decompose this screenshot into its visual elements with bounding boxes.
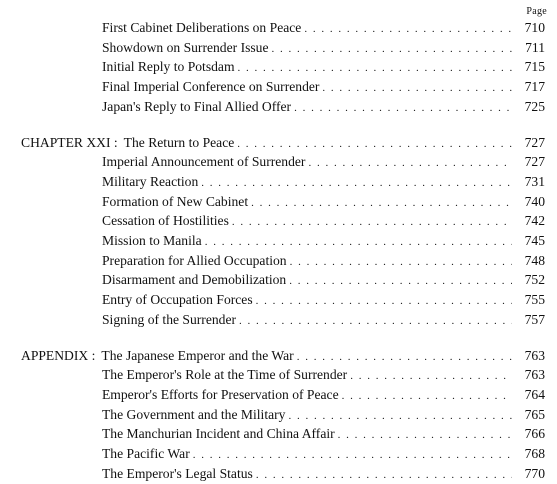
chapter-label: APPENDIX : xyxy=(21,347,96,363)
dot-leader xyxy=(251,194,512,212)
page-number: 770 xyxy=(524,465,545,481)
page-number: 710 xyxy=(524,20,545,35)
toc-entry xyxy=(0,98,557,116)
toc-entry xyxy=(0,173,557,191)
chapter-title: The Return to Peace xyxy=(123,134,235,150)
dot-leader xyxy=(294,99,512,117)
toc-entry xyxy=(0,78,557,96)
dot-leader xyxy=(193,446,512,464)
entry-title: Japan's Reply to Final Allied Offer xyxy=(102,98,292,114)
toc-entry xyxy=(0,58,557,76)
toc-entry xyxy=(0,19,557,37)
dot-leader xyxy=(338,426,512,444)
entry-title: Disarmament and Demobilization xyxy=(102,272,287,288)
dot-leader xyxy=(297,348,512,366)
dot-leader xyxy=(350,367,512,385)
page-number: 727 xyxy=(524,154,545,170)
dot-leader xyxy=(322,79,512,97)
dot-leader xyxy=(290,253,512,271)
dot-leader xyxy=(232,213,512,231)
toc-entry xyxy=(0,366,557,384)
dot-leader xyxy=(201,174,512,192)
toc-entry xyxy=(0,271,557,289)
dot-leader xyxy=(289,272,512,290)
page-number: 717 xyxy=(524,79,545,95)
page-number: 711 xyxy=(525,39,545,55)
entry-title: Mission to Manila xyxy=(102,233,202,248)
entry-title: Final Imperial Conference on Surrender xyxy=(102,79,320,95)
toc-entry xyxy=(0,406,557,424)
page-number: 765 xyxy=(524,406,545,422)
page-number: 740 xyxy=(524,193,545,209)
toc-entry xyxy=(0,153,557,171)
toc-entry xyxy=(0,311,557,329)
entry-title: Formation of New Cabinet xyxy=(102,193,249,209)
entry-title: Emperor's Efforts for Preservation of Peace xyxy=(102,386,339,402)
page-number: 715 xyxy=(524,59,545,75)
entry-title: Preparation for Allied Occupation xyxy=(102,252,287,268)
page-number: 766 xyxy=(524,426,545,442)
dot-leader xyxy=(239,312,512,330)
toc-entry xyxy=(0,193,557,211)
page-number: 745 xyxy=(524,233,545,248)
entry-title: Entry of Occupation Forces xyxy=(102,292,253,308)
entry-title: The Government and the Military xyxy=(102,406,286,422)
page-number: 742 xyxy=(524,213,545,229)
dot-leader xyxy=(304,20,512,38)
page-number: 725 xyxy=(524,98,545,114)
toc-chapter-heading xyxy=(0,347,557,365)
toc-entry xyxy=(0,252,557,270)
entry-title: The Emperor's Legal Status xyxy=(102,465,253,481)
chapter-title: The Japanese Emperor and the War xyxy=(101,347,294,363)
entry-title: Initial Reply to Potsdam xyxy=(102,59,235,75)
toc-entry xyxy=(0,212,557,230)
page-number: 748 xyxy=(524,252,545,268)
dot-leader xyxy=(308,154,512,172)
page-number: 763 xyxy=(524,347,545,363)
entry-title: Cessation of Hostilities xyxy=(102,213,229,229)
page-number: 755 xyxy=(524,292,545,308)
page-number: 727 xyxy=(524,134,545,150)
page-number: 764 xyxy=(524,386,545,402)
toc-entry xyxy=(0,39,557,57)
entry-title: Signing of the Surrender xyxy=(102,311,237,327)
entry-title: Military Reaction xyxy=(102,173,199,189)
page-number: 752 xyxy=(524,272,545,288)
entry-title: The Manchurian Incident and China Affair xyxy=(102,426,335,442)
dot-leader xyxy=(288,407,512,425)
dot-leader xyxy=(237,135,512,153)
dot-leader xyxy=(342,387,512,405)
entry-title: First Cabinet Deliberations on Peace xyxy=(102,20,302,35)
toc-entry xyxy=(0,445,557,463)
toc-entry xyxy=(0,386,557,404)
chapter-label: CHAPTER XXI : xyxy=(21,134,118,150)
page-number: 731 xyxy=(524,173,545,189)
toc-entry xyxy=(0,465,557,483)
entry-title: Imperial Announcement of Surrender xyxy=(102,154,306,170)
toc-entry xyxy=(0,291,557,309)
dot-leader xyxy=(256,292,512,310)
page-number: 768 xyxy=(524,446,545,461)
toc-entry xyxy=(0,232,557,250)
entry-title: The Emperor's Role at the Time of Surrender xyxy=(102,367,348,383)
dot-leader xyxy=(205,233,512,251)
entry-title: Showdown on Surrender Issue xyxy=(102,39,269,55)
dot-leader xyxy=(238,59,512,77)
page-number: 763 xyxy=(524,367,545,383)
entry-title: The Pacific War xyxy=(102,446,190,461)
toc-entry xyxy=(0,425,557,443)
toc-chapter-heading xyxy=(0,134,557,152)
page-number: 757 xyxy=(524,311,545,327)
dot-leader xyxy=(272,40,512,58)
page-column-label: Page xyxy=(526,6,547,17)
